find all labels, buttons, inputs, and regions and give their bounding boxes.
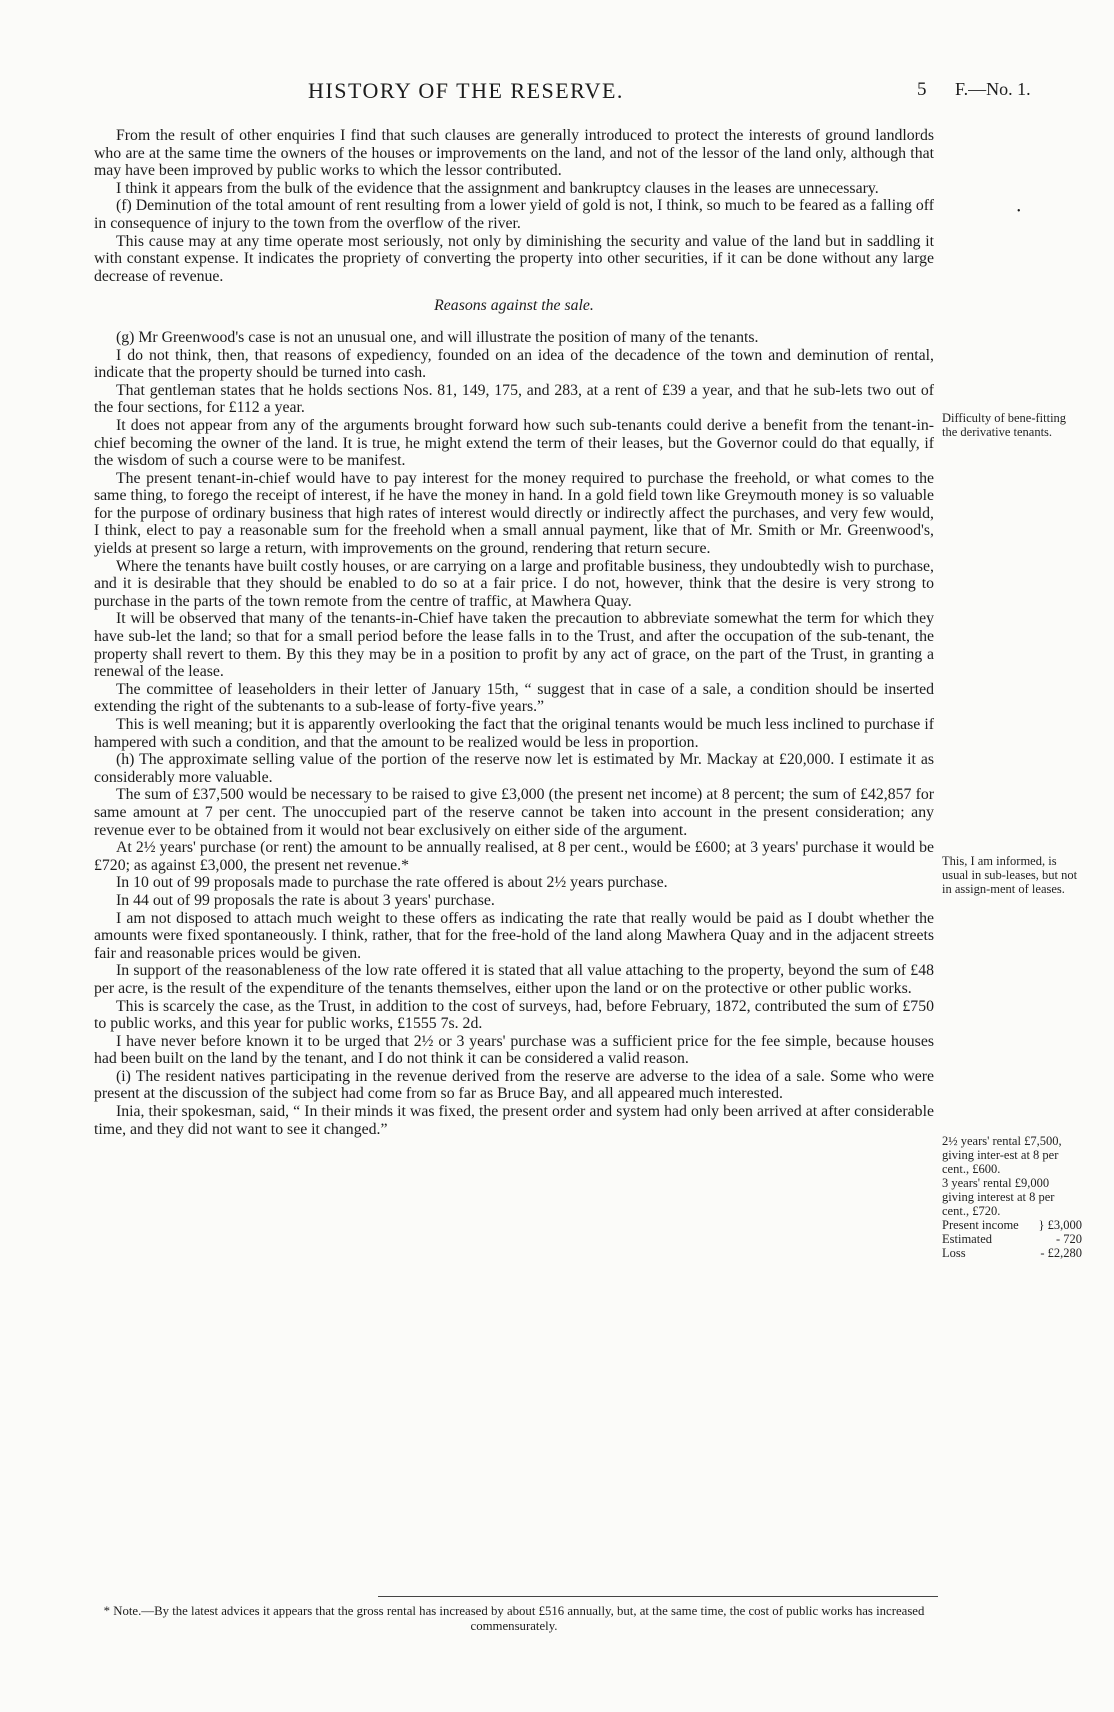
paragraph: In 44 out of 99 proposals the rate is about 3 years' purchase.: [116, 891, 495, 909]
document-reference: F.—No. 1.: [955, 79, 1031, 99]
paragraph: From the result of other enquiries I find that such clauses are generally introduced to protect the interests of ground landlords who are at the same time the owners of the houses or improvements on the land, and not of the lessor of the land only, although that may have been improved by public works to which the lessor contributed.: [94, 127, 934, 180]
paragraph: (h) The approximate selling value of the portion of the reserve now let is estimated by Mr. Mackay at £20,000. I estimate it as considerably more valuable.: [94, 751, 934, 786]
footnote-divider: [378, 1596, 938, 1597]
paragraph: In support of the reasonableness of the low rate offered it is stated that all value attaching to the property, beyond the sum of £48 per acre, is the result of the expenditure of the tenants themselves, either upon the land or on the protective or other public works.: [94, 962, 934, 997]
paragraph: (g) Mr Greenwood's case is not an unusual one, and will illustrate the position of many of the tenants.: [116, 328, 759, 346]
paragraph: I am not disposed to attach much weight to these offers as indicating the rate that really would be paid as I doubt whether the amounts were fixed spontaneously. I think, rather, that for the free-hold of the land along Mawhera Quay and in the adjacent streets fair and reasonable prices would be given.: [94, 909, 934, 962]
paragraph: In 10 out of 99 proposals made to purchase the rate offered is about 2½ years purchase.: [116, 874, 668, 892]
paragraph: I think it appears from the bulk of the evidence that the assignment and bankruptcy clauses in the leases are unnecessary.: [116, 179, 879, 197]
paragraph: This is well meaning; but it is apparently overlooking the fact that the original tenants would be much less inclined to purchase if hampered with such a condition, and that the amount to be realized would be less in proportion.: [94, 716, 934, 751]
paragraph: The committee of leaseholders in their letter of January 15th, “ suggest that in case of a sale, a condition should be inserted extending the right of the subtenants to a sub-lease of forty-five years.”: [94, 680, 934, 716]
margin-note-difficulty: Difficulty of bene-fitting the derivative tenants.: [942, 411, 1067, 439]
rental-line: 3 years' rental £9,000 giving interest at 8 per cent., £720.: [942, 1176, 1055, 1218]
paragraph: That gentleman states that he holds sections Nos. 81, 149, 175, and 283, at a rent of £39 a year, and that he sub-lets two out of the four sections, for £112 a year.: [94, 381, 934, 417]
paragraph: This is scarcely the case, as the Trust, in addition to the cost of surveys, had, before February, 1872, contributed the sum of £750 to public works, and this year for public works, £1555 7s. 2d.: [94, 997, 934, 1033]
section-heading: Reasons against the sale.: [434, 297, 594, 315]
paragraph: This cause may at any time operate most seriously, not only by diminishing the security and value of the land but in saddling it with constant expense. It indicates the propriety of converting the property into other securities, if it can be done without any large decrease of revenue.: [94, 232, 934, 285]
stray-mark: •: [1017, 206, 1021, 217]
footnote: * Note.—By the latest advices it appears that the gross rental has increased by about £516 annually, but, at the same time, the cost of public works has increased commensurately.: [103, 1604, 925, 1633]
page-number: 5: [917, 79, 927, 100]
paragraphs-after: [94, 329, 934, 1138]
margin-note-informed: This, I am informed, is usual in sub-leases, but not in assign-ment of leases.: [942, 854, 1078, 896]
loss-label: Loss: [942, 1246, 966, 1260]
present-income-row: [942, 1218, 1082, 1232]
paragraph: (i) The resident natives participating in the revenue derived from the reserve are adverse to the idea of a sale. Some who were present at the discussion of the subject had come from so far as Bruce Bay, and all appeared much interested.: [94, 1067, 934, 1103]
paragraph: Where the tenants have built costly houses, or are carrying on a large and profitable business, they undoubtedly wish to purchase, and it is desirable that they should be enabled to do so at a fair price. I do not, however, think that the desire is very strong to purchase in the parts of the town remote from the centre of traffic, at Mawhera Quay.: [94, 557, 934, 610]
paragraph: It will be observed that many of the tenants-in-Chief have taken the precaution to abbreviate somewhat the term for which they have sub-let the land; so that for a small period before the lease falls in to the Trust, and after the occupation of the sub-tenant, the property shall revert to them. By this they may be in a position to profit by any act of grace, on the part of the Trust, in granting a renewal of the lease.: [94, 610, 934, 681]
page-header: [0, 78, 1114, 104]
paragraph: Inia, their spokesman, said, “ In their minds it was fixed, the present order and system had only been arrived at after considerable time, and they did not want to see it changed.”: [94, 1103, 934, 1138]
page-title: HISTORY OF THE RESERVE.: [308, 78, 624, 103]
paragraph: The present tenant-in-chief would have to pay interest for the money required to purchase the freehold, or what comes to the same thing, to forego the receipt of interest, if he have the money in hand. In a gold field town like Greymouth money is so valuable for the purpose of ordinary business that high rates of interest would directly or indirectly affect the purchases, and very few would, I think, elect to pay a reasonable sum for the freehold when a small annual payment, like that of Mr. Smith or Mr. Greenwood's, yields at present so large a return, with improvements on the ground, rendering that return secure.: [94, 469, 934, 558]
estimated-label: Estimated: [942, 1232, 992, 1246]
present-income-label: Present income: [942, 1218, 1019, 1232]
loss-row: [942, 1246, 1082, 1260]
estimated-value: - 720: [1055, 1232, 1082, 1246]
paragraph: I have never before known it to be urged that 2½ or 3 years' purchase was a sufficient price for the fee simple, because houses had been built on the land by the tenant, and I do not think it can be considered a valid reason.: [94, 1032, 934, 1068]
paragraph: The sum of £37,500 would be necessary to be raised to give £3,000 (the present net income) at 8 percent; the sum of £42,857 for same amount at 7 per cent. The unoccupied part of the reserve cannot be taken into account in the present consideration; any revenue ever to be obtained from it would not bear exclusively on either side of the argument.: [94, 786, 934, 839]
paragraph: I do not think, then, that reasons of expediency, founded on an idea of the decadence of the town and deminution of rental, indicate that the property should be turned into cash.: [94, 346, 934, 382]
paragraph: (f) Deminution of the total amount of rent resulting from a lower yield of gold is not, I think, so much to be feared as a falling off in consequence of injury to the town from the overflow of the river.: [94, 197, 934, 232]
paragraph: It does not appear from any of the arguments brought forward how such sub-tenants could derive a benefit from the tenant-in-chief becoming the owner of the land. It is true, he might extend the term of their leases, but the Governor could do that equally, if the wisdom of such a course were to be manifest.: [94, 416, 934, 470]
margin-note-rental: [942, 1134, 1082, 1260]
main-text: [94, 127, 934, 1138]
paragraphs-before: [94, 127, 934, 285]
present-income-value: } £3,000: [1038, 1218, 1082, 1232]
loss-value: - £2,280: [1040, 1246, 1082, 1260]
rental-line: 2½ years' rental £7,500, giving inter-est at 8 per cent., £600.: [942, 1134, 1062, 1176]
paragraph: At 2½ years' purchase (or rent) the amount to be annually realised, at 8 per cent., would be £600; at 3 years' purchase it would be £720; as against £3,000, the present net revenue.*: [94, 839, 934, 874]
estimated-row: [942, 1232, 1082, 1246]
